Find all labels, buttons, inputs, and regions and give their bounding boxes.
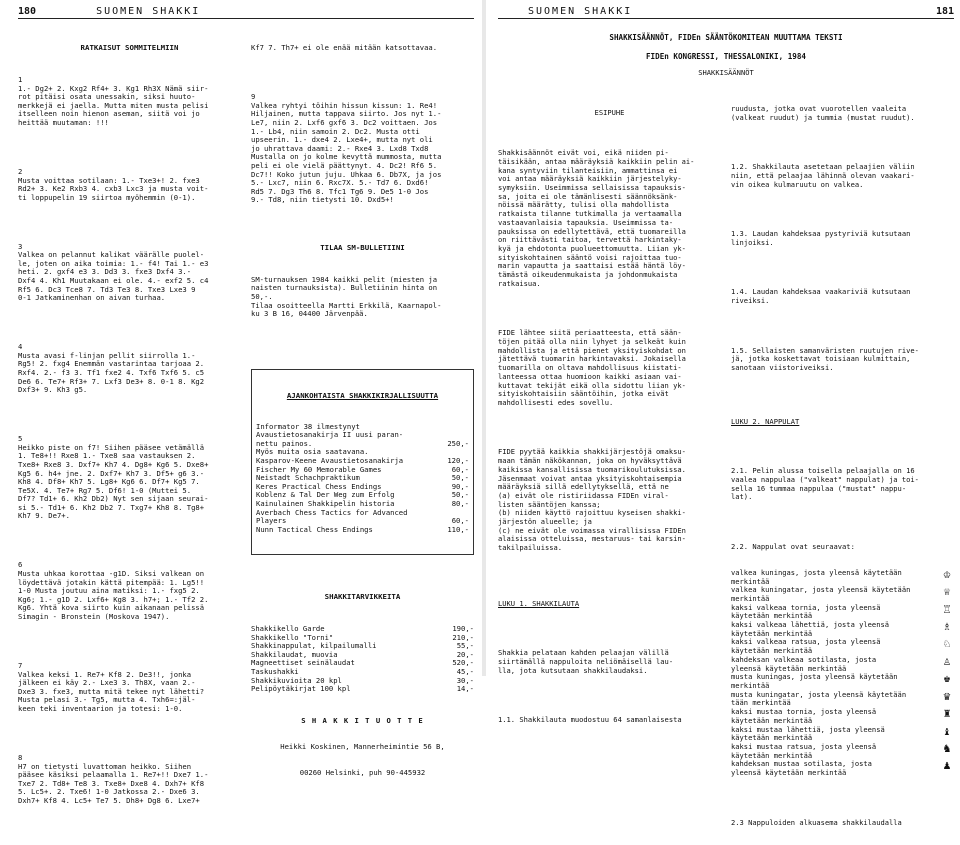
book-price: 50,- — [451, 473, 469, 483]
solutions-column — [18, 19, 241, 823]
chess-piece-icon: ♕ — [943, 584, 951, 599]
shop-item-price: 45,- — [456, 667, 474, 676]
rules-column-2 — [731, 88, 954, 845]
shop-item-row — [251, 677, 474, 686]
chess-piece-icon: ♚ — [943, 671, 951, 686]
shop-list — [251, 625, 474, 694]
book-box — [251, 369, 474, 556]
article-1-2: 1.2. Shakkilauta asetetaan pelaajien väliin niin, että pelaajaa lähinnä olevan vaakari- vin oikea kulmaruutu on valkea. — [731, 162, 915, 189]
book-row — [256, 509, 469, 526]
book-price: 60,- — [451, 464, 469, 474]
piece-description: valkea kuningatar, josta yleensä käytetään merkintää — [731, 585, 911, 603]
shop-address-2: 00260 Helsinki, puh 90-445932 — [299, 767, 426, 777]
book-name: Neistadt Schachpraktikum — [256, 473, 360, 483]
piece-description: musta kuningatar, josta yleensä käytetään tään merkintää — [731, 689, 907, 708]
piece-description: musta kuningas, josta yleensä käytetään merkintää — [731, 672, 898, 690]
book-name: Avaustietosanakirja II uusi paran- nettu painos. — [256, 430, 404, 448]
book-box-title: AJANKOHTAISTA SHAKKIKIRJALLISUUTTA — [286, 390, 439, 400]
book-price: 60,- — [451, 516, 469, 526]
left-running-head: SUOMEN SHAKKI — [96, 6, 201, 17]
fide-request-text: FIDE pyytää kaikkia shakkijärjestöjä omaksu- maan tämän näkökannan, joka on hyväksyttävä kaikissa kansallisissa tuomarikoulutuksissa. Jäsenmaat voivat antaa yksityiskohtaisempia määräyksiä sillä edellytyksellä, että ne (a) eivät ole ristiriidassa FIDEn viral- listen sääntöjen kanssa; (b) niiden käyttö rajoittuu kyseisen shakki- järjestön alueelle; ja (c) ne eivät ole voimassa virallisissa FIDEn alaisissa otteluissa, mestaruus- tai karsin- takilpailuissa. — [498, 447, 686, 553]
left-running-header — [18, 6, 474, 19]
shop-item-name: Pelipöytäkirjat 100 kpl — [251, 684, 351, 694]
book-price: 90,- — [451, 481, 469, 491]
book-name: Koblenz & Tal Der Weg zum Erfolg — [256, 490, 395, 500]
piece-row — [731, 688, 954, 708]
piece-row — [731, 601, 954, 621]
shop-item-price: 14,- — [456, 684, 474, 694]
right-running-header — [498, 6, 954, 19]
solution-6: 6 Musta uhkaa korottaa -g1D. Siksi valkean on löydettävä jotakin kättä pitempää: 1. Lg5!! 1-0 Musta joutuu aina matiksi: 1.- fxg5 2. Kg6; 1.- g1D 2. Lxf6+ Kg8 3. h7+; 1.- Tf2 2. Kg6. Yhtä kova siirto kuin aikanaan pelissä Simagin - Bronstein (Moskova 1947). — [18, 560, 209, 621]
book-row — [256, 431, 469, 448]
piece-row — [731, 723, 954, 743]
chess-piece-icon: ♙ — [943, 653, 951, 668]
solution-3: 3 Valkea on pelannut kalikat väärälle puolel- le, joten on aika toimia: 1.- f4! Tai 1.- e3 heti. 2. gxf4 e3 3. Dd3 3. fxe3 Dxf4 3.- Dxf4 4. Kh1 Muutakaan ei ole. 4.- exf2 5. c4 Rf5 6. Dc3 Tce8 7. Td3 Te3 8. Txe3 Lxe3 9 0-1 Jatkaminenhan on aivan turhaa. — [18, 241, 209, 303]
shop-item-price: 30,- — [456, 675, 474, 685]
left-page — [0, 0, 482, 805]
solution-8: 8 H7 on tietysti luvattoman heikko. Siihen pääsee käsiksi pelaamalla 1. Re7+!! Dxe7 1.- Txe7 2. Td8+ Te8 3. Txe8+ Dxe8 4. Dxh7+ Kf8 5. Lc5+. 2. Txe6! 1-0 Jatkossa 2.- Dxe6 3. Dxh7+ Kf8 4. Lc5+ Te7 5. Dh8+ Dg8 6. Lxe7+ — [18, 752, 209, 805]
book-name: Myös muita osia saatavana. — [256, 447, 369, 457]
right-page-number: 181 — [935, 6, 954, 17]
solution-9: 9 Valkea ryhtyi töihin hissun kissun: 1. Re4! Hiljainen, mutta tappava siirto. Jos nyt 1.- Le7, niin 2. Lxf6 gxf6 3. Dc2 voittaen. Jos 1.- Lb4, niin samoin 2. Dc2. Musta otti upseerin. 1.- dxe4 2. Lxe4+, mutta nyt oli jo uhrattava daami: 2.- Rxe4 3. Lxd8 Txd8 Mustalla on jo kolme kevyttä mummosta, mutta peli ei ole vielä päättynyt. 4. Dc2! Rf6 5. Dc7!! Koko jutun juju. Uhkaa 6. Db7X, ja jos 5.- Lxc7, niin 6. Rxc7X. 5.- Td7 6. Dxd6! Rd5 7. Dg3 Th6 8. Tfc1 Tg6 9. De5 1-0 Jos 9.- Td8, niin tietysti 10. Dxd5+! — [251, 92, 442, 205]
article-1-4: 1.4. Laudan kahdeksaa vaakariviä kutsutaan riveiksi. — [731, 287, 911, 306]
bulletin-title: TILAA SM-BULLETIINI — [320, 243, 405, 253]
solutions-title: RATKAISUT SOMMITELMIIN — [80, 43, 179, 53]
book-price: 120,- — [447, 455, 469, 465]
piece-description: kaksi valkeaa tornia, josta yleensä käytetään merkintää — [731, 602, 881, 621]
book-row — [256, 526, 469, 535]
shop-item-name: Shakkilaudat, muovia — [251, 649, 338, 659]
book-name: Kainulainen Shakkipelin historia — [256, 498, 395, 508]
book-name: Averbach Chess Tactics for Advanced Players — [256, 507, 408, 526]
shop-item-price: 210,- — [452, 632, 474, 642]
shop-item-price: 55,- — [456, 641, 474, 651]
book-name: Informator 38 ilmestynyt — [256, 421, 360, 431]
piece-description: kaksi mustaa ratsua, josta yleensä käytetään merkintää — [731, 741, 877, 760]
shop-address-1: Heikki Koskinen, Mannerheimintie 56 B, — [280, 741, 445, 751]
solution-4: 4 Musta avasi f-linjan pellit siirrolla 1.- Rg5! 2. fxg4 Enemmän vastarintaa tarjoaa 2. Rxf4. 2.- f3 3. Tf1 fxe2 4. Txf6 Txf6 5. c5 De6 6. Te7+ Rf3+ 7. Lxf3 De3+ 8. 0-1 8. Kg2 Dxf3+ 9. Kh3 g5. — [18, 342, 205, 395]
book-name: Nunn Tactical Chess Endings — [256, 524, 373, 534]
book-name: Keres Practical Chess Endings — [256, 481, 382, 491]
chess-piece-icon: ♔ — [943, 566, 951, 581]
esipuhe-heading: ESIPUHE — [594, 108, 625, 118]
book-price: 110,- — [447, 524, 469, 534]
book-name: Fischer My 60 Memorable Games — [256, 464, 382, 474]
article-1-1: 1.1. Shakkilauta muodostuu 64 samanlaisesta — [498, 715, 682, 725]
piece-description: valkea kuningas, josta yleensä käytetään merkintää — [731, 567, 902, 586]
chess-piece-icon: ♟ — [943, 758, 951, 773]
chess-piece-icon: ♜ — [943, 706, 951, 721]
rules-subtitle: SHAKKISÄÄNNÖT — [698, 68, 754, 77]
shop-company: S H A K K I T U O T T E — [301, 715, 424, 725]
piece-row — [731, 760, 954, 777]
right-running-head: SUOMEN SHAKKI — [528, 6, 633, 17]
solution-7: 7 Valkea keksi 1. Re7+ Kf8 2. De3!!, jonka jälkeen ei käy 2.- Lxe3 3. Th8X, vaan 2.- Dxe3 3. fxe3, mutta mitä tekee nyt lähetti? Musta pelasi 3.- Tg5, mutta 4. Txh6=:jäl- keen teki inventaarion ja totesi: 1-0. — [18, 660, 205, 713]
piece-row — [731, 586, 954, 603]
piece-row — [731, 708, 954, 725]
book-price: 80,- — [451, 498, 469, 508]
right-page — [486, 0, 960, 827]
shop-item-name: Shakkikello Garde — [251, 624, 325, 634]
piece-row — [731, 621, 954, 638]
shop-item-price: 20,- — [456, 649, 474, 659]
rules-top-title: SHAKKISÄÄNNÖT, FIDEn SÄÄNTÖKOMITEAN MUUTTAMA TEKSTI — [609, 33, 843, 42]
chapter-2-heading: LUKU 2. NAPPULAT — [731, 416, 800, 426]
article-1-3: 1.3. Laudan kahdeksaa pystyriviä kutsutaan linjoiksi. — [731, 229, 911, 247]
chess-piece-icon: ♛ — [943, 688, 951, 703]
fide-principle-text: FIDE lähtee siitä periaatteesta, että sään- töjen pitää olla niin lyhyet ja selkeät kuin mahdollista ja että pienet yksityiskohdat on jätettävä tuomarin harkintavaksi. Jokaisella tuomarilla on oltava mahdollisuus kiistati- lanteessa ottaa huomioon kaikki asiaan vai- kuttavat tekijät eikä olla sidottu liian yk- sityiskohtaisiin sääntöihin, jotka eivät mahdollisesti edes sovellu. — [498, 328, 686, 407]
shop-item-name: Taskushakki — [251, 667, 299, 676]
shop-item-name: Magneettiset seinälaudat — [251, 658, 355, 668]
piece-description: kaksi valkeaa lähettiä, josta yleensä käytetään merkintää — [731, 620, 890, 638]
congress-title: FIDEn KONGRESSI, THESSALONIKI, 1984 — [645, 52, 806, 61]
chapter-1-heading: LUKU 1. SHAKKILAUTA — [498, 598, 580, 608]
bulletin-text: SM-turnauksen 1984 kaikki pelit (miesten ja naisten turnauksista). Bulletiinin hinta on 50,-. Tilaa osoitteella Martti Erkkilä, Kaarnapol- ku 3 B 16, 04400 Järvenpää. — [251, 274, 442, 319]
piece-row — [731, 740, 954, 760]
piece-list — [731, 566, 954, 778]
solution-5: 5 Heikko piste on f7! Siihen pääsee vetämällä 1. Te8+!! Rxe8 1.- Txe8 saa vastauksen 2. Txe8+ Rxe8 3. Dxf7+ Kh7 4. Dg8+ Kg6 5. Dxe8+ Kg5 6. h4+ jne. 2. Dxf7+ Kh7 3. Df5+ g6 3.- Kh8 4. Df8+ Kh7 5. Lg8+ Kg6 6. Df7+ Kg5 7. Te5X. 4. Te7+ Rg7 5. Df6! 1-0 (Muttei 5. Df7? Td1+ 6. Kh2 Db2) Nyt sen sijaan seurai- si 5.- Td1+ 6. Kh2 Db2 7. Txg7+ Kh8 8. Tg8+ Kh7 9. De7+. — [18, 434, 209, 521]
piece-row — [731, 566, 954, 586]
article-2-3: 2.3 Nappuloiden alkuasema shakkilaudalla — [731, 817, 902, 827]
shop-item-name: Shakkikuvioita 20 kpl — [251, 675, 342, 685]
chess-piece-icon: ♞ — [943, 740, 951, 755]
piece-description: kahdeksan mustaa sotilasta, josta yleensä käytetään merkintää — [731, 759, 872, 778]
shop-item-row — [251, 685, 474, 694]
book-price: 50,- — [451, 490, 469, 500]
book-list — [256, 423, 469, 535]
chess-piece-icon: ♝ — [943, 723, 951, 738]
piece-description: kaksi mustaa lähettiä, josta yleensä käytetään merkintää — [731, 724, 885, 743]
solution-2: 2 Musta voittaa sotilaan: 1.- Txe3+! 2. fxe3 Rd2+ 3. Ke2 Rxb3 4. cxb3 Lxc3 ja musta voit- ti loppupelin 19 siirtoa myöhemmin (0-1). — [18, 166, 209, 202]
shop-item-name: Shakkinappulat, kilpailumalli — [251, 641, 377, 651]
shop-item-price: 190,- — [452, 624, 474, 634]
article-1-1-cont: ruudusta, jotka ovat vuorotellen vaaleita (valkeat ruudut) ja tummia (mustat ruudut). — [731, 104, 915, 122]
chess-piece-icon: ♖ — [943, 601, 951, 616]
solution-1: 1 1.- Dg2+ 2. Kxg2 Rf4+ 3. Kg1 Rh3X Nämä siir- rot pitäisi osata unessakin, siksi huuto- merkkejä ei jaella. Mutta miten musta pelisi itselleen noin hienon aseman, siitä voi jo heittää muutaman: !!! — [18, 74, 209, 127]
piece-description: kaksi mustaa tornia, josta yleensä käytetään merkintää — [731, 707, 877, 725]
article-2-2: 2.2. Nappulat ovat seuraavat: — [731, 541, 855, 551]
book-name: Kasparov-Keene Avaustietosanakirja — [256, 455, 404, 465]
rules-column-1 — [498, 88, 721, 845]
shop-item-name: Shakkikello "Torni" — [251, 632, 334, 642]
article-1-5: 1.5. Sellaisten samanväristen ruutujen rive- jä, jotka koskettavat toisiaan kulmittain, sanotaan viistoriveiksi. — [731, 345, 919, 373]
chess-piece-icon: ♘ — [943, 636, 951, 651]
chapter-1-text: Shakkia pelataan kahden pelaajan välillä siirtämällä nappuloita neliömäisellä lau- lla, jota kutsutaan shakkilaudaksi. — [498, 648, 674, 675]
piece-description: kaksi valkeaa ratsua, josta yleensä käytetään merkintää — [731, 637, 881, 656]
esipuhe-text: Shakkisäännöt eivät voi, eikä niiden pi- täisikään, antaa määräyksiä kaikkiin pelin ai- kana syntyviin tilanteisiin, ammattinsa ei voi antaa määräyksiä kaikkiin järjestelyky- symyksiin. Useimmissa sellaisissa tapauksis- sa, joita ei ole tämänlisesti säännöksänk- nöissä määrätty, tulisi olla mahdollista ratkaista tilanne tutkimalla ja vertaamalla vastaavanlaisia tapauksia. Useimmissa ta- pauksissa on edellytettävä, että tuomareilla on riittävästi taitoa, tervettä harkintaky- kyä ja ehdotonta puolueettomuutta. Liian yk- sityiskohtainen sääntö voisi rajoittaa tuo- marin vapautta ja saattaisi estää häntä löy- tämästä oikeudenmukaista ja johdonmukaista ratkaisua. — [498, 148, 695, 288]
second-column — [251, 19, 474, 823]
piece-row — [731, 638, 954, 655]
chess-piece-icon: ♗ — [943, 619, 951, 634]
shop-item-price: 520,- — [452, 658, 474, 668]
left-page-number: 180 — [18, 6, 37, 17]
shop-title: SHAKKITARVIKKEITA — [324, 592, 401, 602]
article-2-1: 2.1. Pelin alussa toisella pelaajalla on 16 vaalea nappulaa ("valkeat" nappulat) ja toi- sella 16 tummaa nappulaa ("mustat" nappu- lat). — [731, 466, 919, 502]
book-price: 250,- — [447, 438, 469, 448]
solution-8-cont: Kf7 7. Th7+ ei ole enää mitään katsottavaa. — [251, 43, 438, 53]
piece-row — [731, 653, 954, 673]
piece-description: kahdeksan valkeaa sotilasta, josta yleensä käytetään merkintää — [731, 654, 877, 673]
